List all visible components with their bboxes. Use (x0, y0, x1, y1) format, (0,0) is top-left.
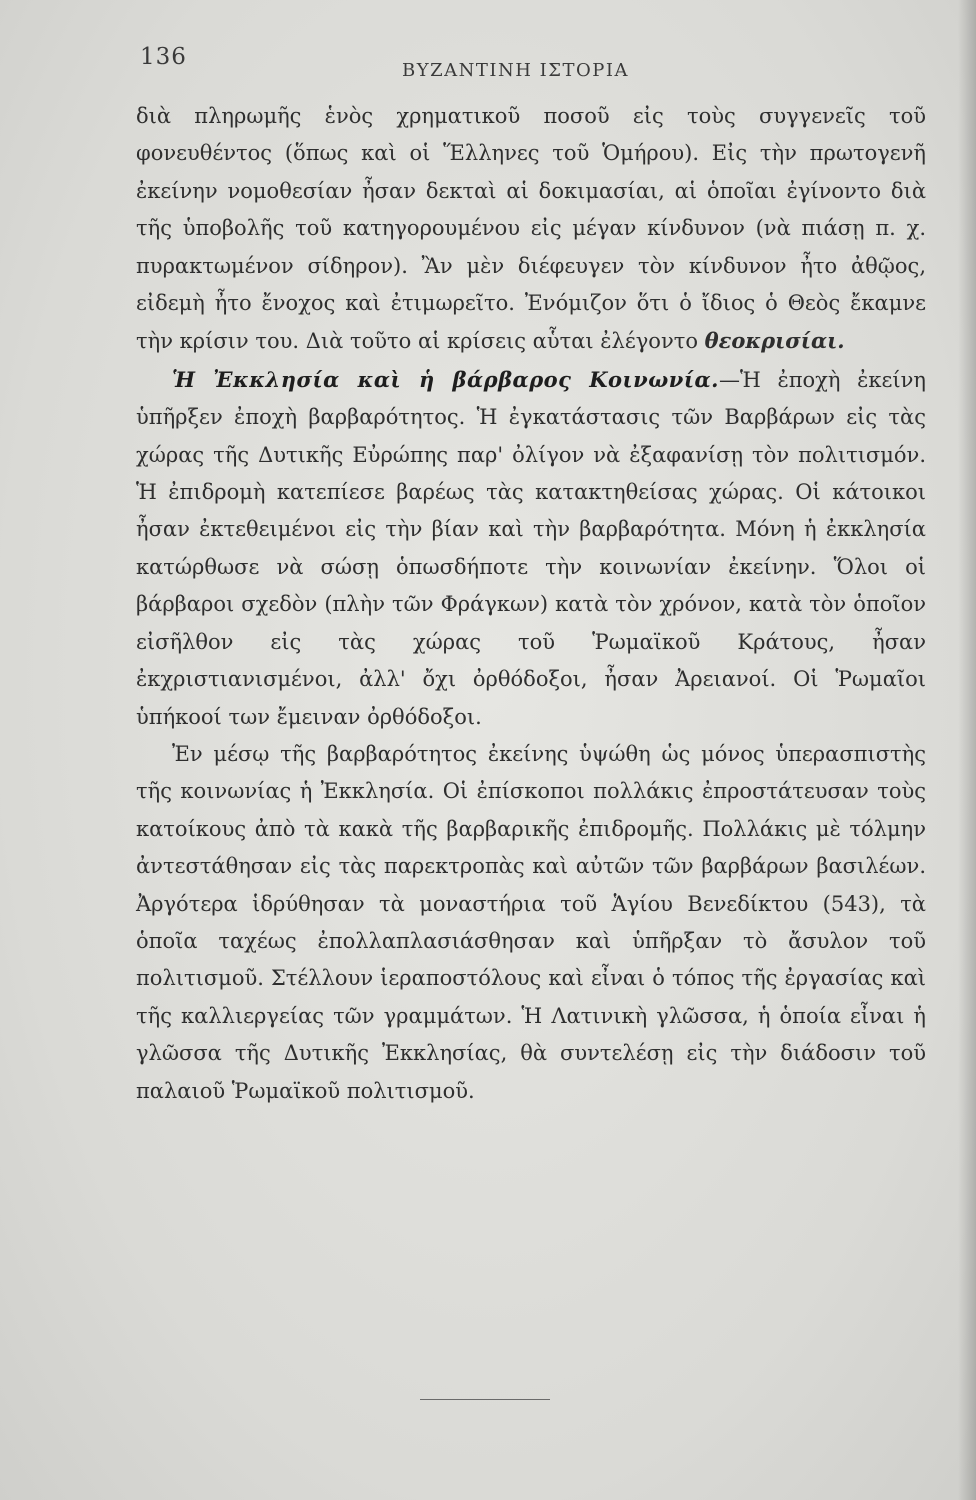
end-divider (420, 1399, 550, 1400)
term-theokrisiai: θεοκρισίαι. (704, 328, 845, 354)
paragraph-3 (136, 736, 926, 1110)
page-edge-shadow (958, 0, 976, 1500)
body-text (136, 98, 926, 1110)
page-number: 136 (140, 44, 187, 70)
paragraph-3-text: Ἐν μέσῳ τῆς βαρβαρότητος ἐκείνης ὑψώθη ὡς μόνος ὑπερασπιστὴς τῆς κοινωνίας ἡ Ἐκκλησία. Οἱ ἐπίσκοποι πολλάκις ἐπροστάτευσαν τοὺς κατοίκους ἀπὸ τὰ κακὰ τῆς βαρβαρικῆς ἐπιδρομῆς. Πολλάκις μὲ τόλμην ἀντεστάθησαν εἰς τὰς παρεκτροπὰς καὶ αὐτῶν τῶν βαρβάρων βασιλέων. Ἀργότερα ἱδρύθησαν τὰ μοναστήρια τοῦ Ἁγίου Βενεδίκτου (543), τὰ ὁποῖα ταχέως ἐπολλαπλασιάσθησαν καὶ ὑπῆρξαν τὸ ἄσυλον τοῦ πολιτισμοῦ. Στέλλουν ἱεραποστόλους καὶ εἶναι ὁ τόπος τῆς ἐργασίας καὶ τῆς καλλιεργείας τῶν γραμμάτων. Ἡ Λατινικὴ γλῶσσα, ἡ ὁποία εἶναι ἡ γλῶσσα τῆς Δυτικῆς Ἐκκλησίας, θὰ συντελέσῃ εἰς τὴν διάδοσιν τοῦ παλαιοῦ Ῥωμαϊκοῦ πολιτισμοῦ. (136, 741, 926, 1103)
paragraph-1 (136, 98, 926, 361)
running-title: ΒΥΖΑΝΤΙΝΗ ΙΣΤΟΡΙΑ (402, 60, 629, 81)
section-heading: Ἡ Ἐκκλησία καὶ ἡ βάρβαρος Κοινωνία. (172, 366, 719, 392)
heading-dash: — (718, 367, 740, 392)
paragraph-2-text: Ἡ ἐποχὴ ἐκείνη ὑπῆρξεν ἐποχὴ βαρβαρότητος. Ἡ ἐγκατάστασις τῶν Βαρβάρων εἰς τὰς χώρας τῆς Δυτικῆς Εὐρώπης παρ' ὀλίγον νὰ ἐξαφανίσῃ τὸν πολιτισμόν. Ἡ ἐπιδρομὴ κατεπίεσε βαρέως τὰς κατακτηθείσας χώρας. Οἱ κάτοικοι ἦσαν ἐκτεθειμένοι εἰς τὴν βίαν καὶ τὴν βαρβαρότητα. Μόνη ἡ ἐκκλησία κατώρθωσε νὰ σώσῃ ὁπωσδήποτε τὴν κοινωνίαν ἐκείνην. Ὅλοι οἱ βάρβαροι σχεδὸν (πλὴν τῶν Φράγκων) κατὰ τὸν χρόνον, κατὰ τὸν ὁποῖον εἰσῆλθον εἰς τὰς χώρας τοῦ Ῥωμαϊκοῦ Κράτους, ἦσαν ἐκχριστιανισμένοι, ἀλλ' ὄχι ὀρθόδοξοι, ἦσαν Ἀρειανοί. Οἱ Ῥωμαῖοι ὑπήκοοί των ἔμειναν ὀρθόδοξοι. (136, 367, 926, 729)
paragraph-2 (136, 361, 926, 736)
paragraph-1-text: διὰ πληρωμῆς ἑνὸς χρηματικοῦ ποσοῦ εἰς τοὺς συγγενεῖς τοῦ φονευθέντος (ὅπως καὶ οἱ Ἕλληνες τοῦ Ὁμήρου). Εἰς τὴν πρωτογενῆ ἐκείνην νομοθεσίαν ἦσαν δεκταὶ αἱ δοκιμασίαι, αἱ ὁποῖαι ἐγίνοντο διὰ τῆς ὑποβολῆς τοῦ κατηγορουμένου εἰς μέγαν κίνδυνον (νὰ πιάσῃ π. χ. πυρακτωμένον σίδηρον). Ἂν μὲν διέφευγεν τὸν κίνδυνον ἦτο ἀθῷος, εἰδεμὴ ἦτο ἔνοχος καὶ ἐτιμωρεῖτο. Ἐνόμιζον ὅτι ὁ ἴδιος ὁ Θεὸς ἔκαμνε τὴν κρίσιν του. Διὰ τοῦτο αἱ κρίσεις αὗται ἐλέγοντο (136, 104, 926, 354)
page-header (140, 44, 920, 84)
